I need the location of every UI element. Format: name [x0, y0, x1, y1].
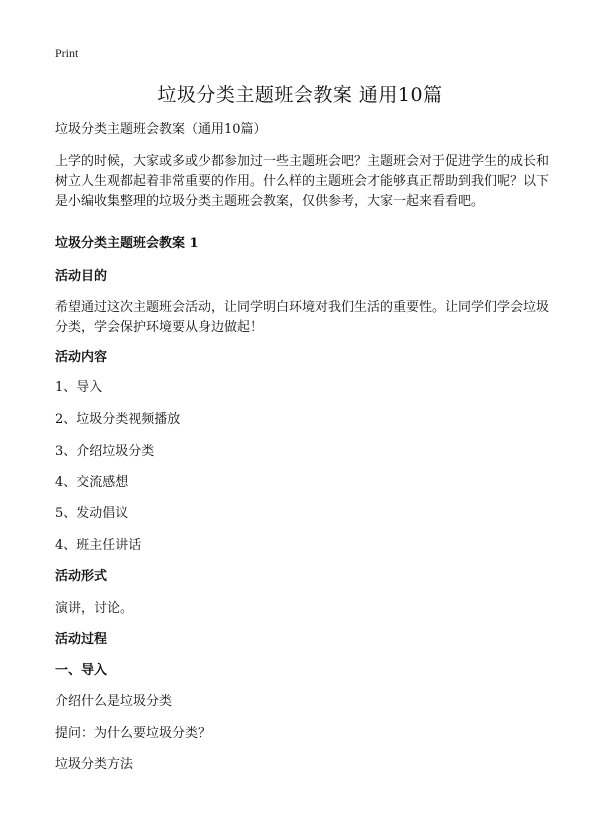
step1-line: 提问：为什么要垃圾分类？ — [55, 726, 212, 741]
list-item: 2、垃圾分类视频播放 — [55, 412, 181, 427]
purpose-paragraph: 希望通过这次主题班会活动，让同学明白环境对我们生活的重要性。让同学们学会垃圾分类，学会保护环境要从身边做起！ — [55, 300, 550, 335]
intro-paragraph: 上学的时候，大家或多或少都参加过一些主题班会吧？主题班会对于促进学生的成长和树立人生观都起着非常重要的作用。什么样的主题班会才能够真正帮助到我们呢？以下是小编收集整理的垃圾分类主题班会教案，仅供参考，大家一起来看看吧。 — [55, 154, 550, 209]
step1-line: 介绍什么是垃圾分类 — [55, 694, 173, 709]
list-item: 5、发动倡议 — [55, 506, 129, 521]
step1-line: 垃圾分类方法 — [55, 757, 134, 772]
purpose-heading: 活动目的 — [55, 269, 108, 284]
document-subtitle: 垃圾分类主题班会教案（通用10篇） — [55, 122, 267, 137]
form-paragraph: 演讲，讨论。 — [55, 601, 134, 616]
content-heading: 活动内容 — [55, 350, 108, 365]
list-item: 4、班主任讲话 — [55, 538, 142, 553]
print-link[interactable]: Print — [55, 46, 79, 60]
list-item: 4、交流感想 — [55, 475, 129, 490]
page-title: 垃圾分类主题班会教案 通用10篇 — [157, 84, 443, 106]
step1-heading: 一、导入 — [55, 663, 108, 678]
list-item: 3、介绍垃圾分类 — [55, 444, 155, 459]
list-item: 1、导入 — [55, 380, 103, 395]
plan-heading: 垃圾分类主题班会教案 1 — [55, 236, 199, 251]
process-heading: 活动过程 — [55, 632, 108, 647]
form-heading: 活动形式 — [55, 569, 108, 584]
